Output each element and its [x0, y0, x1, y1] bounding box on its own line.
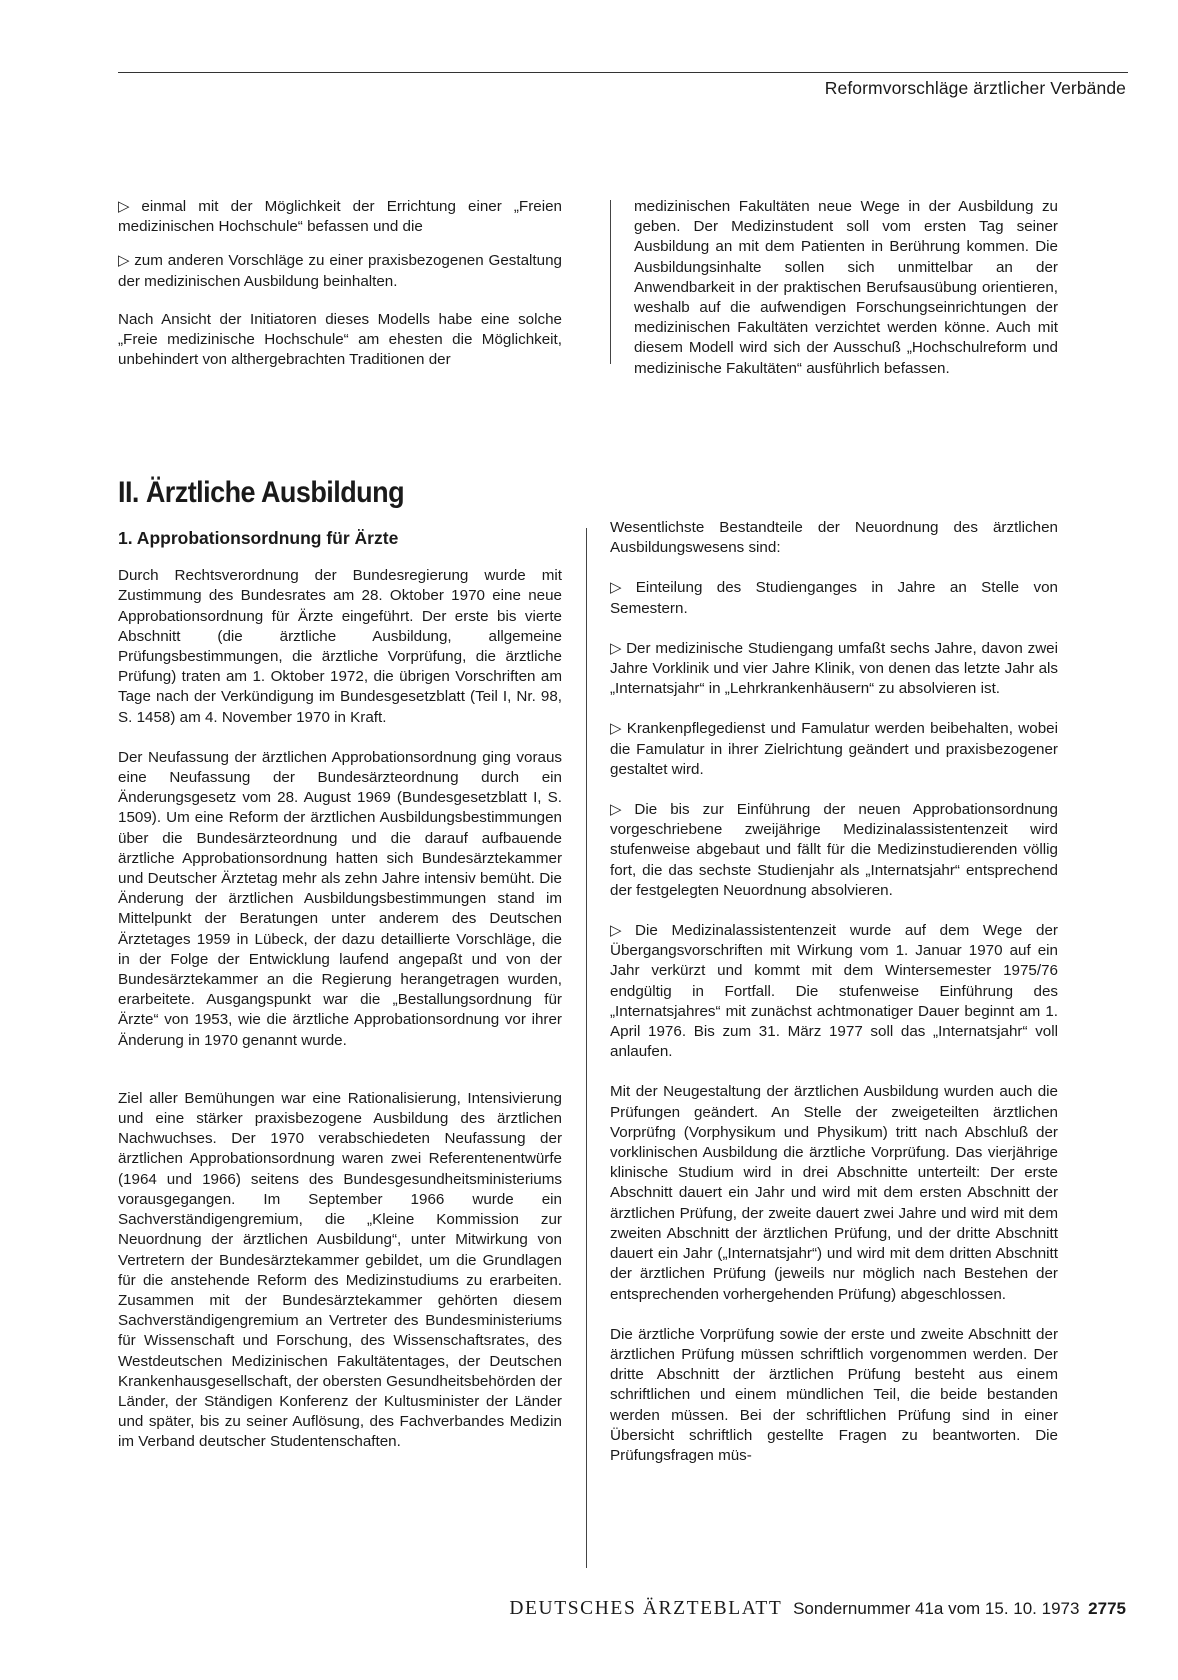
column-divider	[610, 200, 611, 364]
column-divider	[586, 528, 587, 1568]
list-item: Die bis zur Einführung der neuen Approbationsordnung vorgeschriebene zweijährige Medizinalassistentenzeit wird stufenweise abgebaut und fällt für die Medizinstudierenden völlig fort, die das sechste Studienjahr als „Internatsjahr“ entsprechend der festgelegten Neuordnung absolvieren.	[610, 801, 1058, 899]
paragraph: einmal mit der Möglichkeit der Errichtung einer „Freien medizinischen Hochschule“ befassen und die	[118, 198, 562, 236]
top-right-column	[634, 197, 1058, 379]
journal-title: DEUTSCHES ÄRZTEBLATT	[509, 1598, 783, 1619]
top-left-column	[118, 197, 562, 370]
bullet-arrow-icon: ▷	[118, 252, 131, 270]
paragraph: Ziel aller Bemühungen war eine Rationalisierung, Intensivierung und eine stärker praxisbezogene Ausbildung des ärztlichen Nachwuchses. Der 1970 verabschiedeten Neufassung der ärztlichen Approbationsordnung waren zwei Referentenentwürfe (1964 und 1966) seitens des Bundesgesundheitsministeriums vorausgegangen. Im September 1966 wurde ein Sachverständigengremium, die „Kleine Kommission zur Neuordnung der ärztlichen Ausbildung“, unter Mitwirkung von Vertretern der Bundesärztekammer gebildet, um die Grundlagen für die anstehende Reform des Medizinstudiums zu erarbeiten. Zusammen mit der Bundesärztekammer gehörten diesem Sachverständigengremium an Vertreter des Bundesministeriums für Wissenschaft und Forschung, des Wissenschaftsrates, des Westdeutschen Medizinischen Fakultätentages, der Deutschen Krankenhausgesellschaft, der obersten Gesundheitsbehörden der Länder, der Ständigen Konferenz der Kultusminister der Länder und später, bis zu seiner Auflösung, des Fachverbandes Medizin im Verband deutscher Studentenschaften.	[118, 1089, 562, 1451]
list-item: Einteilung des Studienganges in Jahre an Stelle von Semestern.	[610, 579, 1058, 617]
page-number: 2775	[1088, 1599, 1126, 1618]
paragraph: Durch Rechtsverordnung der Bundesregierung wurde mit Zustimmung des Bundesrates am 28. Oktober 1970 eine neue Approbationsordnung für Ärzte eingeführt. Der erste bis vierte Abschnitt (die ärztliche Ausbildung, allgemeine Prüfungsbestimmungen, die ärztliche Vorprüfung, die ärztliche Prüfung) traten am 1. Oktober 1972, die übrigen Vorschriften am Tage nach der Verkündigung im Bundesgesetzblatt (Teil I, Nr. 98, S. 1458) am 4. November 1970 in Kraft.	[118, 567, 562, 726]
bullet-arrow-icon: ▷	[610, 639, 623, 657]
main-right-column	[610, 518, 1058, 1466]
list-item: Der medizinische Studiengang umfaßt sechs Jahre, davon zwei Jahre Vorklinik und vier Jahre Klinik, von denen das letzte Jahr als „Internatsjahr“ in „Lehrkrankenhäusern“ zu absolvieren ist.	[610, 639, 1058, 698]
list-item: Krankenpflegedienst und Famulatur werden beibehalten, wobei die Famulatur in ihrer Zielrichtung geändert und praxisbezogener gestaltet wird.	[610, 720, 1058, 778]
running-title: Reformvorschläge ärztlicher Verbände	[824, 78, 1126, 98]
header-rule	[118, 72, 1128, 73]
paragraph: zum anderen Vorschläge zu einer praxisbezogenen Gestaltung der medizinischen Ausbildung beinhalten.	[118, 252, 562, 290]
paragraph: Der Neufassung der ärztlichen Approbationsordnung ging voraus eine Neufassung der Bundesärzteordnung durch ein Änderungsgesetz vom 28. August 1969 (Bundesgesetzblatt I, S. 1509). Um eine Reform der ärztlichen Ausbildungsbestimmungen über die Bundesärzteordnung und die darauf aufbauende ärztliche Approbationsordnung hatten sich Bundesärztekammer und Deutscher Ärztetag mehr als zehn Jahre intensiv bemüht. Die Änderung der ärztlichen Ausbildungsbestimmungen stand im Mittelpunkt der Beratungen unter anderem des Deutschen Ärztetages 1959 in Lübeck, der dazu detaillierte Vorschläge, die in der Folge der Entwicklung laufend angepaßt und von der Bundesärztekammer an die Regierung herangetragen wurden, erarbeitete. Ausgangspunkt war die „Bestallungsordnung für Ärzte“ von 1953, wie die ärztliche Approbationsordnung vor ihrer Änderung in 1970 genannt wurde.	[118, 748, 562, 1049]
bullet-arrow-icon: ▷	[118, 198, 138, 215]
paragraph: Die ärztliche Vorprüfung sowie der erste und zweite Abschnitt der ärztlichen Prüfung müssen schriftlich vorgenommen werden. Der dritte Abschnitt der ärztlichen Prüfung besteht aus einem schriftlichen und einem mündlichen Teil, die beide bestanden werden müssen. Bei der schriftlichen Prüfung sind in einer Übersicht schriftlich gestellte Fragen zu beantworten. Die Prüfungsfragen müs-	[610, 1325, 1058, 1464]
paragraph: Wesentlichste Bestandteile der Neuordnung des ärztlichen Ausbildungswesens sind:	[610, 519, 1058, 557]
list-item: Die Medizinalassistentenzeit wurde auf dem Wege der Übergangsvorschriften mit Wirkung vom 1. Januar 1970 auf ein Jahr verkürzt und kommt mit dem Wintersemester 1975/76 endgültig in Fortfall. Die stufenweise Einführung des „Internatsjahres“ mit zunächst achtmonatiger Dauer beginnt am 1. April 1976. Bis zum 31. März 1977 soll das „Internatsjahr“ voll anlaufen.	[610, 922, 1058, 1061]
bullet-arrow-icon: ▷	[610, 922, 632, 940]
footer	[509, 1598, 1126, 1620]
paragraph: medizinischen Fakultäten neue Wege in der Ausbildung zu geben. Der Medizinstudent soll vom ersten Tag seiner Ausbildung an mit dem Patienten in Berührung kommen. Die Ausbildungsinhalte sollen sich unmittelbar an der Anwendbarkeit in der praktischen Berufsausübung orientieren, weshalb auf die aufwendigen Forschungseinrichtungen der medizinischen Fakultäten verzichtet werden könne. Auch mit diesem Modell wird sich der Ausschuß „Hochschulreform und medizinische Fakultäten“ ausführlich befassen.	[634, 198, 1058, 377]
issue-info: Sondernummer 41a vom 15. 10. 1973	[793, 1599, 1080, 1618]
main-left-column	[118, 528, 562, 1453]
subsection-title: 1. Approbationsordnung für Ärzte	[118, 528, 399, 548]
section-title: II. Ärztliche Ausbildung	[118, 476, 405, 509]
bullet-arrow-icon: ▷	[610, 579, 632, 597]
bullet-arrow-icon: ▷	[610, 720, 623, 738]
paragraph: Nach Ansicht der Initiatoren dieses Modells habe eine solche „Freie medizinische Hochschule“ am ehesten die Möglichkeit, unbehindert von althergebrachten Traditionen der	[118, 310, 562, 369]
bullet-arrow-icon: ▷	[610, 801, 631, 819]
paragraph: Mit der Neugestaltung der ärztlichen Ausbildung wurden auch die Prüfungen geändert. An Stelle der zweigeteilten ärztlichen Vorprüfng (Vorphysikum und Physikum) tritt nach Abschluß der vorklinischen Ausbildung die ärztliche Vorprüfung. Das vierjährige klinische Studium wird in drei Abschnitte unterteilt: Der erste Abschnitt dauert ein Jahr und wird mit dem ersten Abschnitt der ärztlichen Prüfung, der zweite dauert zwei Jahre und wird mit dem zweiten Abschnitt der ärztlichen Prüfung, und der dritte Abschnitt dauert ein Jahr („Internatsjahr“) und wird mit dem dritten Abschnitt der ärztlichen Prüfung (jeweils nur möglich nach Bestehen der entsprechenden vorhergehenden Prüfung) abgeschlossen.	[610, 1083, 1058, 1303]
